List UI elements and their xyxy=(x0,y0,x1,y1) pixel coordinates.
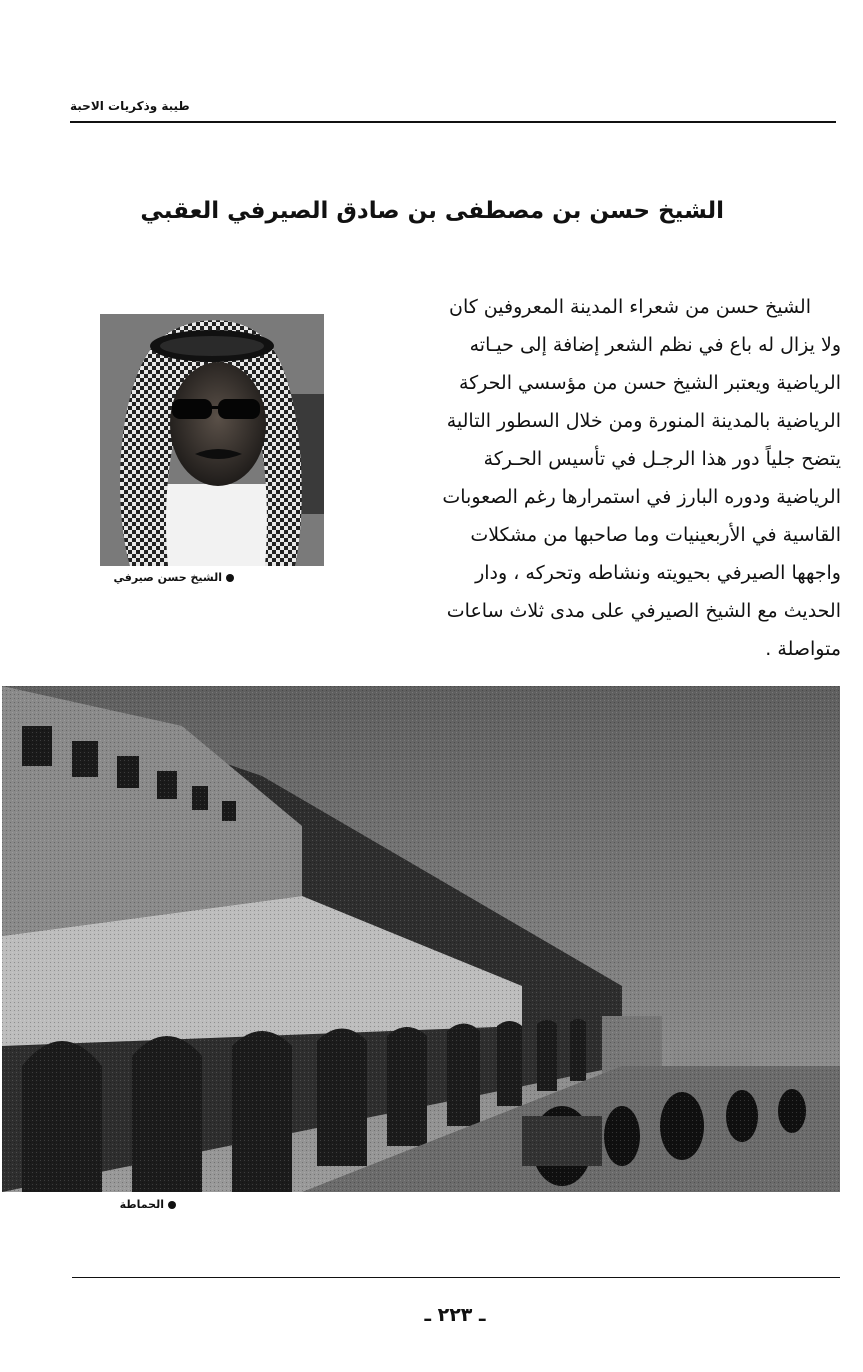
running-head: طيبة وذكريات الاحبة xyxy=(70,99,190,113)
portrait-caption-text: الشيخ حسن صيرفي xyxy=(113,571,222,584)
bullet-icon xyxy=(226,574,234,582)
bullet-icon xyxy=(168,1201,176,1209)
body-line: متواصلة . xyxy=(765,638,841,660)
portrait-caption xyxy=(100,571,234,584)
article-body xyxy=(385,288,841,668)
header-divider xyxy=(70,121,836,123)
body-line: ولا يزال له باع في نظم الشعر إضافة إلى حيـاته xyxy=(469,334,841,356)
body-line: الشيخ حسن من شعراء المدينة المعروفين كان xyxy=(448,296,811,318)
street-caption-text: الحماطة xyxy=(119,1198,164,1211)
body-line: الرياضية ودوره البارز في استمرارها رغم الصعوبات xyxy=(442,486,841,508)
article-title: الشيخ حسن بن مصطفى بن صادق الصيرفي العقبي xyxy=(140,198,724,224)
body-line: واجهها الصيرفي بحيويته ونشاطه وتحركه ، ودار xyxy=(475,562,841,584)
body-line: يتضح جلياً دور هذا الرجـل في تأسيس الحـركة xyxy=(483,448,841,470)
body-line: الرياضية بالمدينة المنورة ومن خلال السطور التالية xyxy=(446,410,841,432)
footer-divider xyxy=(72,1277,840,1278)
street-caption xyxy=(106,1198,176,1211)
page-number: ـ ٢٢٣ ـ xyxy=(424,1304,486,1326)
portrait-photo xyxy=(100,314,324,566)
body-line: الحديث مع الشيخ الصيرفي على مدى ثلاث ساعات xyxy=(446,600,841,622)
body-line: الرياضية ويعتبر الشيخ حسن من مؤسسي الحركة xyxy=(458,372,841,394)
street-photo xyxy=(2,686,840,1192)
body-line: القاسية في الأربعينيات وما صاحبها من مشكلات xyxy=(470,524,841,546)
